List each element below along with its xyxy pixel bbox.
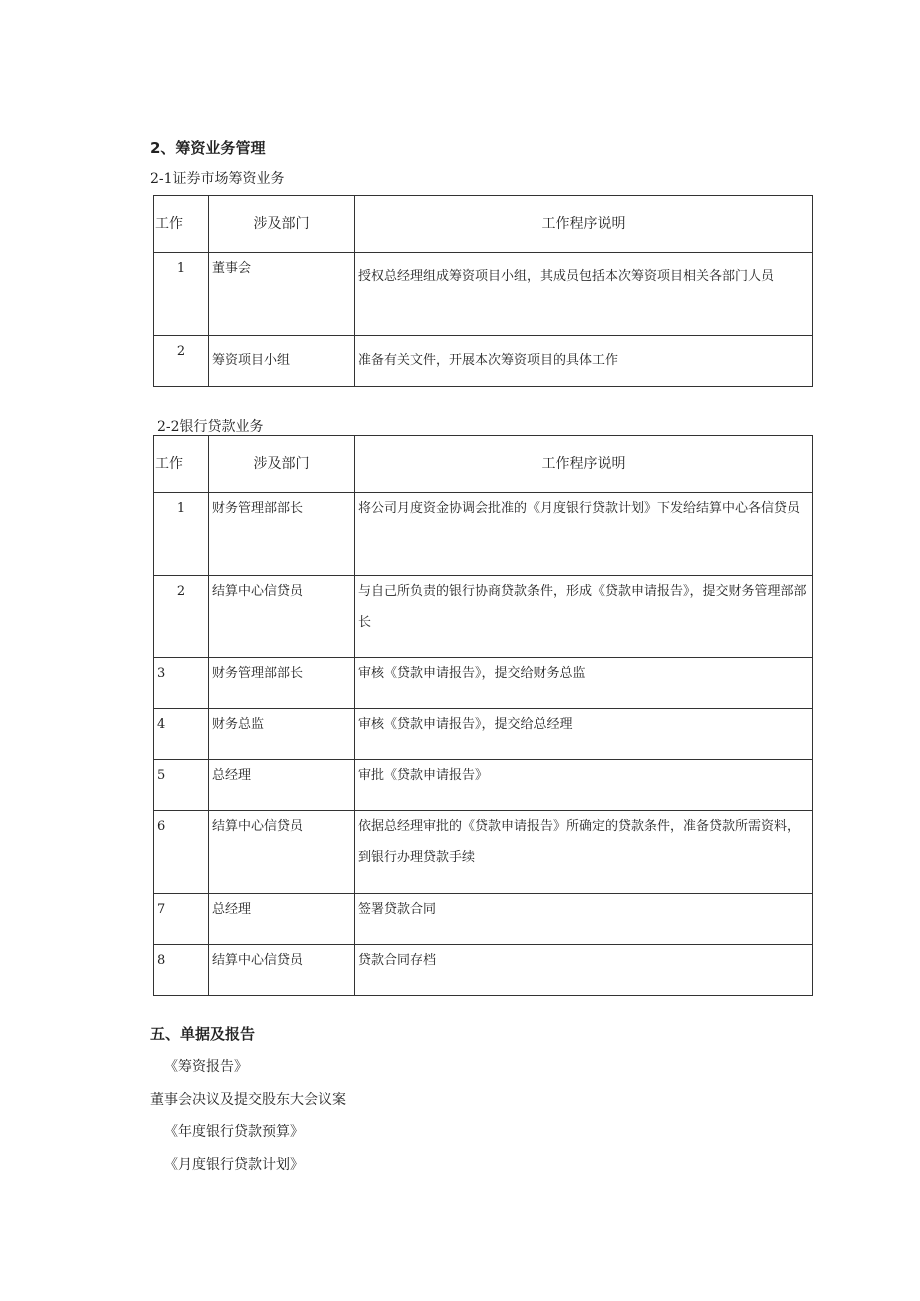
department-cell: 结算中心信贷员 [209,945,355,996]
description-cell: 授权总经理组成筹资项目小组，其成员包括本次筹资项目相关各部门人员 [355,253,813,336]
table-row [154,658,813,709]
list-item: 《筹资报告》 [164,1059,248,1075]
description-cell: 将公司月度资金协调会批准的《月度银行贷款计划》下发给结算中心各信贷员 [355,493,813,576]
table-row [154,894,813,945]
department-cell: 总经理 [209,760,355,811]
table-row [154,253,813,336]
subsection-title-securities: 2-1证券市场筹资业务 [150,171,285,187]
step-number: 4 [154,709,209,760]
department-cell: 财务管理部部长 [209,658,355,709]
table-row [154,945,813,996]
col-header-step: 工作 [154,436,209,493]
list-item: 董事会决议及提交股东大会议案 [150,1092,346,1108]
step-number: 1 [154,493,209,576]
step-number: 8 [154,945,209,996]
col-header-description: 工作程序说明 [355,196,813,253]
step-number: 7 [154,894,209,945]
description-cell: 审核《贷款申请报告》，提交给总经理 [355,709,813,760]
section-title-financing: 2、筹资业务管理 [150,139,266,157]
description-cell: 准备有关文件，开展本次筹资项目的具体工作 [355,336,813,387]
table-header-row [154,196,813,253]
securities-financing-table [153,195,813,387]
col-header-step: 工作 [154,196,209,253]
table-row [154,576,813,658]
description-cell: 签署贷款合同 [355,894,813,945]
subsection-title-bank-loan: 2-2银行贷款业务 [157,419,264,435]
step-number: 3 [154,658,209,709]
department-cell: 财务管理部部长 [209,493,355,576]
col-header-description: 工作程序说明 [355,436,813,493]
department-cell: 筹资项目小组 [209,336,355,387]
col-header-department: 涉及部门 [209,196,355,253]
table-row [154,493,813,576]
description-cell: 与自己所负责的银行协商贷款条件，形成《贷款申请报告》，提交财务管理部部长 [355,576,813,658]
table-header-row [154,436,813,493]
list-item: 《年度银行贷款预算》 [164,1124,304,1140]
table-row [154,336,813,387]
step-number: 5 [154,760,209,811]
step-number: 2 [154,336,209,387]
step-number: 2 [154,576,209,658]
department-cell: 总经理 [209,894,355,945]
description-cell: 审核《贷款申请报告》，提交给财务总监 [355,658,813,709]
description-cell: 依据总经理审批的《贷款申请报告》所确定的贷款条件，准备贷款所需资料，到银行办理贷款手续 [355,811,813,894]
description-cell: 审批《贷款申请报告》 [355,760,813,811]
list-item: 《月度银行贷款计划》 [164,1157,304,1173]
department-cell: 结算中心信贷员 [209,576,355,658]
table-row [154,709,813,760]
section-title-documents: 五、单据及报告 [150,1025,256,1043]
step-number: 1 [154,253,209,336]
department-cell: 董事会 [209,253,355,336]
bank-loan-table [153,435,813,996]
step-number: 6 [154,811,209,894]
table-row [154,811,813,894]
department-cell: 财务总监 [209,709,355,760]
table-row [154,760,813,811]
col-header-department: 涉及部门 [209,436,355,493]
department-cell: 结算中心信贷员 [209,811,355,894]
description-cell: 贷款合同存档 [355,945,813,996]
